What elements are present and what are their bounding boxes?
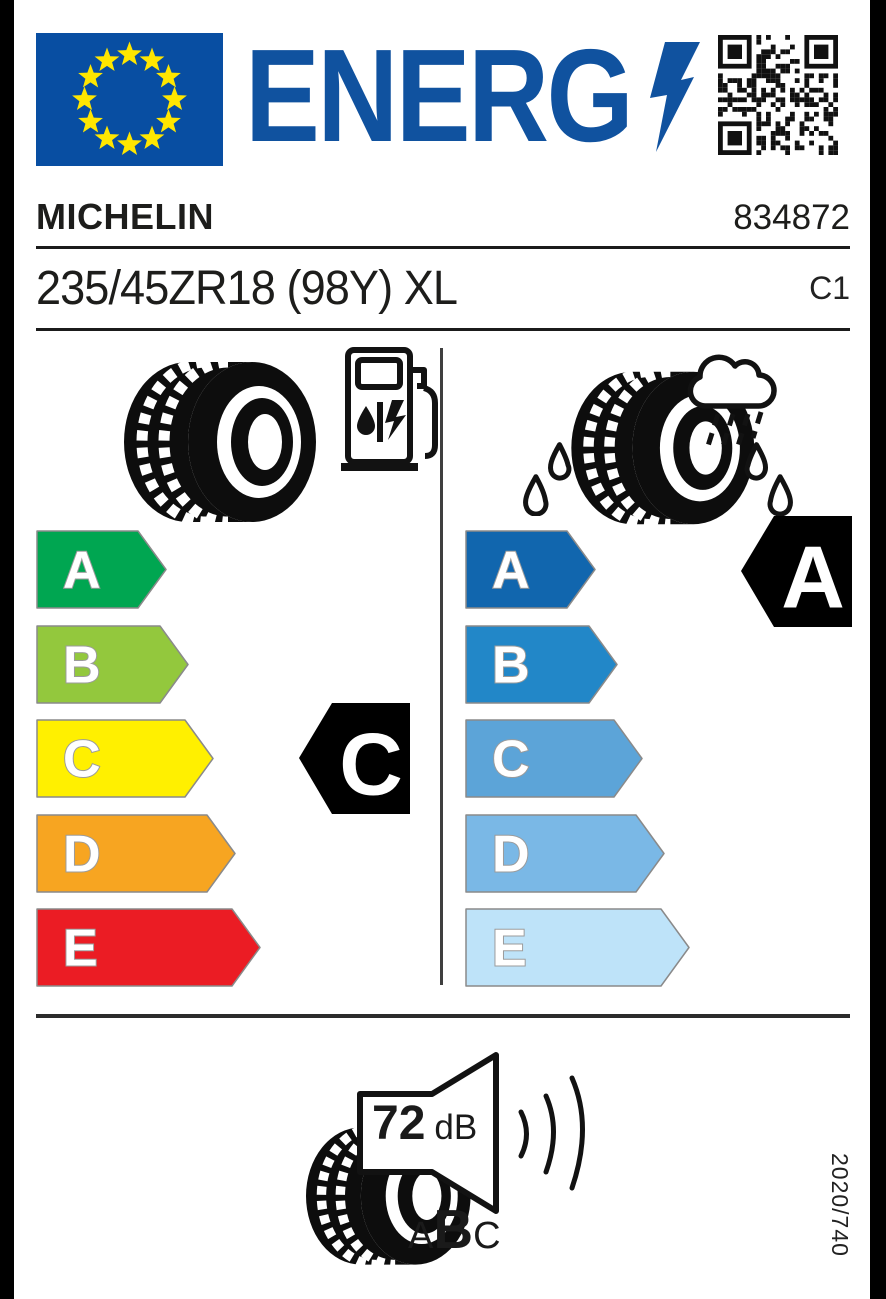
- tyre-class: C1: [809, 270, 850, 306]
- divider-rule-bottom: [36, 1014, 850, 1018]
- label-border-right: [870, 0, 886, 1299]
- fuel-grade-letter: C: [63, 730, 101, 789]
- wet-grip-arrow-c: [465, 719, 644, 798]
- noise-class-c: C: [473, 1215, 501, 1257]
- fuel-arrow-c: [36, 719, 215, 798]
- wet-rating-letter: A: [781, 527, 845, 627]
- noise-db-number: 72: [372, 1097, 426, 1150]
- fuel-efficiency-rating-indicator: [298, 702, 411, 815]
- fuel-arrow-a: [36, 530, 168, 609]
- fuel-efficiency-tire-icon: [110, 356, 320, 528]
- noise-level: [372, 1097, 478, 1150]
- noise-class-letters: [408, 1198, 501, 1260]
- fuel-arrow-d: [36, 814, 237, 893]
- wet-grip-arrow-a: [465, 530, 597, 609]
- wet-grip-rating-indicator: [740, 515, 853, 628]
- article-number: 834872: [733, 198, 850, 237]
- wet-grip-grade-letter: E: [492, 919, 527, 978]
- fuel-pump-icon: [340, 344, 444, 472]
- qr-code-icon: [718, 35, 838, 155]
- wet-grip-arrow-e: [465, 908, 691, 987]
- noise-db-unit: dB: [434, 1108, 478, 1147]
- fuel-grade-letter: B: [63, 636, 101, 695]
- fuel-arrow-e: [36, 908, 262, 987]
- brand-name: MICHELIN: [36, 196, 214, 237]
- fuel-efficiency-scale: [36, 530, 306, 986]
- tyre-dimensions: 235/45ZR18 (98Y) XL: [36, 262, 458, 315]
- lightning-bolt-icon: [650, 42, 702, 152]
- water-splash-left-icon: [518, 438, 574, 516]
- wet-grip-grade-letter: C: [492, 730, 530, 789]
- wet-grip-scale: [465, 530, 735, 986]
- sound-waves-icon: [521, 1078, 583, 1188]
- regulation-number: 2020/740: [827, 1153, 853, 1257]
- fuel-grade-letter: A: [63, 541, 101, 600]
- noise-class-b: B: [433, 1198, 474, 1260]
- wet-grip-arrow-d: [465, 814, 666, 893]
- scales-vertical-divider: [440, 348, 443, 985]
- wet-grip-arrow-b: [465, 625, 619, 704]
- fuel-rating-letter: C: [339, 714, 403, 814]
- energ-logo-text: ENERG: [245, 22, 632, 169]
- label-border-left: [0, 0, 14, 1299]
- wet-grip-grade-letter: B: [492, 636, 530, 695]
- fuel-grade-letter: E: [63, 919, 98, 978]
- eu-flag-icon: [36, 33, 223, 166]
- divider-rule-middle: [36, 328, 850, 331]
- fuel-grade-letter: D: [63, 825, 101, 884]
- rain-cloud-icon: [678, 348, 788, 450]
- water-splash-right-icon: [742, 438, 798, 516]
- wet-grip-grade-letter: A: [492, 541, 530, 600]
- divider-rule-top: [36, 246, 850, 249]
- wet-grip-grade-letter: D: [492, 825, 530, 884]
- noise-class-a: A: [408, 1215, 434, 1257]
- fuel-arrow-b: [36, 625, 190, 704]
